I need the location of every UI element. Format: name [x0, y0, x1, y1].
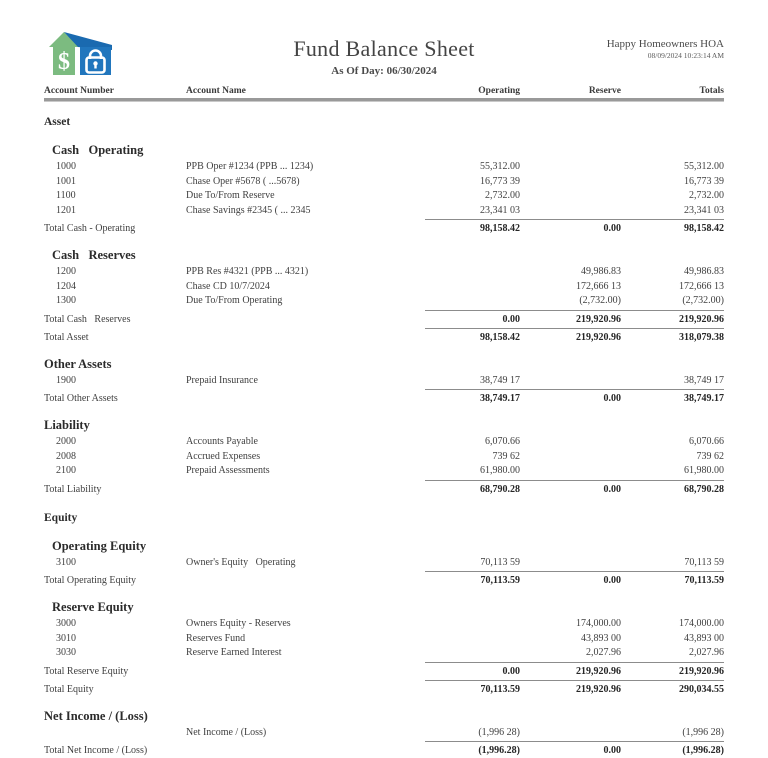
total-totals-amount: 290,034.55 — [679, 683, 724, 695]
reserve-amount — [520, 556, 621, 571]
total-row-label: Total Equity — [44, 683, 94, 695]
reserve-amount: (2,732.00) — [579, 295, 621, 306]
totals-amount: 739 62 — [696, 450, 724, 462]
totals-amount: 2,027.96 — [689, 647, 724, 658]
account-name: Accrued Expenses — [186, 450, 261, 462]
subsection-heading: Operating Equity — [52, 538, 147, 553]
totals-amount: 23,341 03 — [684, 204, 724, 216]
total-operating-amount: 0.00 — [502, 313, 520, 325]
account-number: 1000 — [56, 161, 76, 172]
account-name: Chase Savings #2345 ( ... 2345 — [186, 204, 311, 216]
svg-text:$: $ — [58, 49, 70, 75]
total-row-label: Total Cash Reserves — [44, 313, 131, 325]
section-heading: Equity — [44, 511, 78, 524]
totals-amount: 61,980.00 — [684, 465, 724, 476]
totals-amount: 174,000.00 — [679, 618, 724, 629]
col-totals: Totals — [699, 86, 724, 96]
account-name: Owners Equity - Reserves — [186, 618, 291, 629]
subsection-heading: Cash Operating — [52, 143, 144, 157]
total-reserve-amount: 219,920.96 — [576, 313, 621, 325]
account-number: 3000 — [56, 618, 76, 629]
account-number: 1001 — [56, 175, 76, 187]
account-name: Chase CD 10/7/2024 — [186, 280, 270, 292]
account-name: Reserve Earned Interest — [186, 647, 282, 658]
report-timestamp: 08/09/2024 10:23:14 AM — [647, 51, 724, 60]
operating-amount — [425, 617, 520, 632]
total-reserve-amount: 219,920.96 — [576, 331, 621, 343]
account-name: Prepaid Insurance — [186, 374, 258, 386]
reserve-amount — [520, 435, 621, 450]
reserve-amount: 43,893 00 — [581, 632, 621, 644]
account-name: Accounts Payable — [186, 436, 258, 447]
account-name: PPB Oper #1234 (PPB ... 1234) — [186, 161, 314, 172]
totals-amount: 43,893 00 — [684, 632, 724, 644]
total-reserve-amount: 0.00 — [603, 393, 621, 404]
subsection-heading: Liability — [44, 418, 90, 432]
totals-amount: 172,666 13 — [679, 280, 724, 292]
total-reserve-amount: 0.00 — [603, 223, 621, 234]
total-operating-amount: 98,158.42 — [480, 331, 520, 343]
total-totals-amount: 318,079.38 — [679, 331, 724, 343]
subsection-heading: Cash Reserves — [52, 248, 136, 262]
reserve-amount — [520, 204, 621, 219]
total-row-label: Total Liability — [44, 483, 102, 495]
subsection-heading: Other Assets — [44, 356, 112, 371]
totals-amount: 2,732.00 — [689, 190, 724, 201]
total-operating-amount: 98,158.42 — [480, 223, 520, 234]
account-number: 2100 — [56, 465, 76, 476]
total-reserve-amount: 0.00 — [603, 575, 621, 586]
operating-amount — [425, 632, 520, 647]
total-operating-amount: (1,996.28) — [478, 745, 520, 756]
operating-amount: 70,113 59 — [480, 556, 520, 568]
reserve-amount — [520, 374, 621, 389]
company-name: Happy Homeowners HOA — [606, 38, 724, 50]
totals-amount: 6,070.66 — [689, 436, 724, 447]
total-row-label: Total Operating Equity — [44, 575, 137, 586]
total-totals-amount: 98,158.42 — [684, 223, 724, 234]
operating-amount: 61,980.00 — [480, 465, 520, 476]
total-reserve-amount: 0.00 — [603, 745, 621, 756]
account-name: Due To/From Operating — [186, 295, 283, 306]
section-heading: Asset — [44, 116, 71, 128]
as-of-date: As Of Day: 06/30/2024 — [331, 65, 437, 77]
company-block — [607, 38, 724, 60]
total-row-label: Total Reserve Equity — [44, 665, 129, 677]
account-number: 1201 — [56, 204, 76, 216]
totals-amount: 16,773 39 — [684, 175, 724, 187]
account-number: 3010 — [56, 632, 76, 644]
operating-amount: 16,773 39 — [480, 175, 520, 187]
account-number: 1204 — [56, 280, 76, 292]
total-row-label: Total Cash - Operating — [44, 223, 136, 234]
total-totals-amount: 38,749.17 — [684, 393, 724, 404]
account-number: 1200 — [56, 266, 76, 277]
account-name: Chase Oper #5678 ( ...5678) — [186, 175, 300, 187]
operating-amount: 23,341 03 — [480, 204, 520, 216]
total-totals-amount: 68,790.28 — [684, 483, 724, 495]
total-operating-amount: 70,113.59 — [480, 683, 520, 695]
reserve-amount — [520, 160, 621, 175]
account-name: Due To/From Reserve — [186, 190, 275, 201]
totals-amount: 55,312.00 — [684, 161, 724, 172]
totals-amount: 70,113 59 — [684, 556, 724, 568]
reserve-amount: 174,000.00 — [576, 618, 621, 629]
totals-amount: (1,996 28) — [682, 726, 724, 738]
col-reserve: Reserve — [588, 86, 621, 96]
total-reserve-amount: 219,920.96 — [576, 665, 621, 677]
total-totals-amount: (1,996.28) — [682, 745, 724, 756]
total-reserve-amount: 0.00 — [603, 483, 621, 495]
total-operating-amount: 0.00 — [502, 665, 520, 677]
account-number: 1900 — [56, 374, 76, 386]
operating-amount — [425, 646, 520, 661]
operating-amount: (1,996 28) — [478, 726, 520, 738]
operating-amount — [425, 294, 520, 309]
subsection-heading: Net Income / (Loss) — [44, 708, 148, 723]
total-operating-amount: 68,790.28 — [480, 483, 520, 495]
total-row-label: Total Other Assets — [44, 393, 118, 404]
account-name: Owner's Equity Operating — [186, 556, 296, 568]
reserve-amount: 2,027.96 — [586, 647, 621, 658]
account-number: 3100 — [56, 556, 76, 568]
report-body — [44, 101, 724, 758]
total-totals-amount: 219,920.96 — [679, 313, 724, 325]
account-name: Net Income / (Loss) — [186, 726, 267, 738]
operating-amount: 38,749 17 — [480, 374, 520, 386]
totals-amount: 38,749 17 — [684, 374, 724, 386]
account-number — [44, 726, 186, 741]
reserve-amount: 49,986.83 — [581, 266, 621, 277]
account-name: PPB Res #4321 (PPB ... 4321) — [186, 266, 309, 277]
total-reserve-amount: 219,920.96 — [576, 683, 621, 695]
reserve-amount — [520, 726, 621, 741]
col-operating: Operating — [478, 86, 520, 96]
operating-amount — [425, 265, 520, 280]
subsection-heading: Reserve Equity — [52, 600, 134, 614]
reserve-amount — [520, 464, 621, 479]
total-totals-amount: 219,920.96 — [679, 665, 724, 677]
total-operating-amount: 70,113.59 — [480, 575, 520, 586]
total-row-label: Total Net Income / (Loss) — [44, 745, 148, 756]
operating-amount — [425, 280, 520, 295]
account-name: Reserves Fund — [186, 632, 246, 644]
col-account-name: Account Name — [186, 86, 246, 96]
column-header-row — [44, 86, 724, 101]
report-header — [44, 0, 724, 86]
reserve-amount — [520, 189, 621, 204]
col-account-number: Account Number — [44, 86, 114, 96]
account-number: 1100 — [56, 190, 76, 201]
account-name: Prepaid Assessments — [186, 465, 270, 476]
totals-amount: 49,986.83 — [684, 266, 724, 277]
total-operating-amount: 38,749.17 — [480, 393, 520, 404]
total-row-label: Total Asset — [44, 331, 89, 343]
totals-amount: (2,732.00) — [682, 295, 724, 306]
account-number: 1300 — [56, 295, 76, 306]
reserve-amount: 172,666 13 — [576, 280, 621, 292]
page-title: Fund Balance Sheet — [293, 36, 475, 61]
operating-amount: 2,732.00 — [485, 190, 520, 201]
reserve-amount — [520, 450, 621, 465]
operating-amount: 6,070.66 — [485, 436, 520, 447]
total-totals-amount: 70,113.59 — [684, 575, 724, 586]
reserve-amount — [520, 175, 621, 190]
account-number: 2000 — [56, 436, 76, 447]
operating-amount: 55,312.00 — [480, 161, 520, 172]
account-number: 3030 — [56, 647, 76, 658]
account-number: 2008 — [56, 450, 76, 462]
operating-amount: 739 62 — [492, 450, 520, 462]
